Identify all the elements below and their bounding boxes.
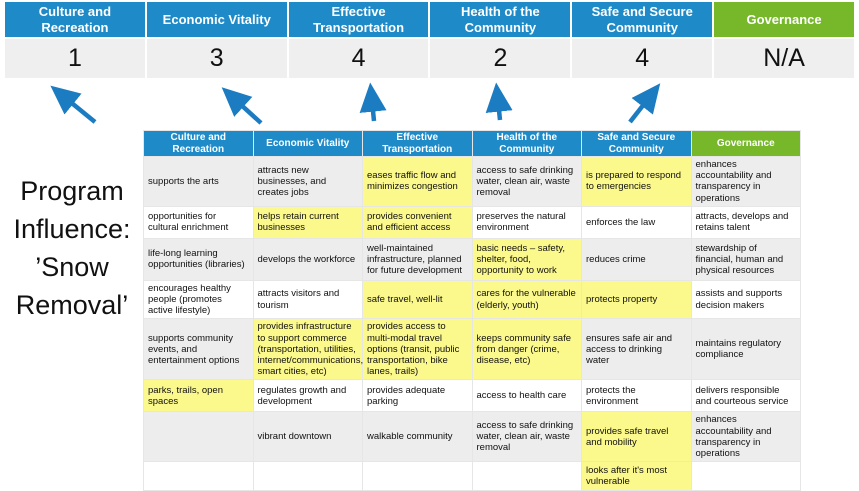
matrix-column-header: Health of the Community — [473, 131, 582, 156]
matrix-row — [144, 380, 800, 411]
scoreboard-score-value: 4 — [572, 39, 712, 78]
matrix-cell-highlighted: looks after it's most vulnerable — [582, 462, 691, 490]
matrix-cell: protects the environment — [582, 380, 691, 411]
matrix-cell: enhances accountability and transparency in operations — [692, 412, 801, 461]
page-title-line: Removal’ — [15, 290, 129, 320]
matrix-row — [144, 239, 800, 280]
scoreboard-score-value: 3 — [147, 39, 287, 78]
matrix-cell-highlighted: helps retain current businesses — [254, 207, 363, 238]
scoreboard-category-label: Economic Vitality — [147, 2, 287, 37]
matrix-column-header: Effective Transportation — [363, 131, 472, 156]
matrix-column-header: Governance — [692, 131, 801, 156]
matrix-cell: enhances accountability and transparency in operations — [692, 157, 801, 206]
scoreboard-score-value: 4 — [289, 39, 429, 78]
scoreboard-column — [5, 2, 145, 78]
matrix-cell: life-long learning opportunities (libraries) — [144, 239, 253, 280]
up-arrow-icon — [57, 91, 95, 122]
matrix-body — [144, 157, 800, 490]
matrix-cell: supports community events, and entertainment options — [144, 319, 253, 379]
matrix-cell: attracts new businesses, and creates jobs — [254, 157, 363, 206]
matrix-row — [144, 207, 800, 238]
matrix-cell — [363, 462, 472, 490]
matrix-cell — [254, 462, 363, 490]
matrix-cell: supports the arts — [144, 157, 253, 206]
scoreboard-category-label: Culture and Recreation — [5, 2, 145, 37]
scoreboard-category-label: Safe and Secure Community — [572, 2, 712, 37]
scoreboard-column — [430, 2, 570, 78]
matrix-cell: well-maintained infrastructure, planned for future development — [363, 239, 472, 280]
matrix-cell: reduces crime — [582, 239, 691, 280]
matrix-cell — [473, 462, 582, 490]
page-title — [2, 172, 142, 324]
scoreboard-score-value: 1 — [5, 39, 145, 78]
up-arrow-icon — [371, 91, 374, 121]
scoreboard-column — [147, 2, 287, 78]
matrix-cell-highlighted: eases traffic flow and minimizes congestion — [363, 157, 472, 206]
scoreboard-category-label: Governance — [714, 2, 854, 37]
matrix-column-header: Safe and Secure Community — [582, 131, 691, 156]
matrix-cell-highlighted: basic needs – safety, shelter, food, opportunity to work — [473, 239, 582, 280]
arrow-group — [57, 90, 655, 123]
scoreboard-column — [289, 2, 429, 78]
scoreboard-score-value: N/A — [714, 39, 854, 78]
page-title-line: Influence: — [13, 214, 131, 244]
page-title-line: Program — [20, 176, 124, 206]
matrix-cell-highlighted: cares for the vulnerable (elderly, youth) — [473, 281, 582, 319]
matrix-cell: preserves the natural environment — [473, 207, 582, 238]
matrix-row — [144, 319, 800, 379]
matrix-cell — [144, 462, 253, 490]
matrix-cell-highlighted: parks, trails, open spaces — [144, 380, 253, 411]
matrix-cell: access to safe drinking water, clean air, waste removal — [473, 412, 582, 461]
matrix-cell: develops the workforce — [254, 239, 363, 280]
influence-matrix-table — [143, 130, 801, 491]
page-title-line: ’Snow — [35, 252, 109, 282]
matrix-cell: assists and supports decision makers — [692, 281, 801, 319]
matrix-cell-highlighted: protects property — [582, 281, 691, 319]
matrix-row — [144, 462, 800, 490]
matrix-cell: access to health care — [473, 380, 582, 411]
matrix-cell-highlighted: keeps community safe from danger (crime, disease, etc) — [473, 319, 582, 379]
matrix-cell — [144, 412, 253, 461]
matrix-cell: maintains regulatory compliance — [692, 319, 801, 379]
matrix-cell: stewardship of financial, human and physical resources — [692, 239, 801, 280]
matrix-cell: enforces the law — [582, 207, 691, 238]
matrix-cell: access to safe drinking water, clean air, waste removal — [473, 157, 582, 206]
matrix-cell: walkable community — [363, 412, 472, 461]
matrix-cell-highlighted: provides infrastructure to support commerce (transportation, utilities, internet/communications, smart cities, etc) — [254, 319, 363, 379]
scoreboard — [5, 2, 854, 78]
influence-matrix — [143, 130, 801, 491]
matrix-cell: vibrant downtown — [254, 412, 363, 461]
scoreboard-column — [572, 2, 712, 78]
matrix-cell: provides adequate parking — [363, 380, 472, 411]
scoreboard-category-label: Health of the Community — [430, 2, 570, 37]
matrix-header-row — [144, 131, 800, 156]
matrix-row — [144, 412, 800, 461]
scoreboard-score-value: 2 — [430, 39, 570, 78]
up-arrow-icon — [497, 91, 500, 120]
matrix-cell — [692, 462, 801, 490]
matrix-cell: opportunities for cultural enrichment — [144, 207, 253, 238]
matrix-cell: ensures safe air and access to drinking water — [582, 319, 691, 379]
matrix-row — [144, 157, 800, 206]
matrix-cell-highlighted: provides convenient and efficient access — [363, 207, 472, 238]
up-arrow-icon — [630, 90, 655, 122]
scoreboard-column — [714, 2, 854, 78]
matrix-cell: encourages healthy people (promotes active lifestyle) — [144, 281, 253, 319]
matrix-cell-highlighted: provides safe travel and mobility — [582, 412, 691, 461]
up-arrow-icon — [228, 93, 261, 123]
matrix-cell: attracts, develops and retains talent — [692, 207, 801, 238]
matrix-cell-highlighted: is prepared to respond to emergencies — [582, 157, 691, 206]
scoreboard-category-label: Effective Transportation — [289, 2, 429, 37]
matrix-cell-highlighted: safe travel, well-lit — [363, 281, 472, 319]
matrix-cell: attracts visitors and tourism — [254, 281, 363, 319]
matrix-row — [144, 281, 800, 319]
matrix-cell: delivers responsible and courteous service — [692, 380, 801, 411]
matrix-column-header: Culture and Recreation — [144, 131, 253, 156]
matrix-cell: regulates growth and development — [254, 380, 363, 411]
matrix-cell-highlighted: provides access to multi-modal travel options (transit, public transportation, bike lanes, trails) — [363, 319, 472, 379]
matrix-column-header: Economic Vitality — [254, 131, 363, 156]
